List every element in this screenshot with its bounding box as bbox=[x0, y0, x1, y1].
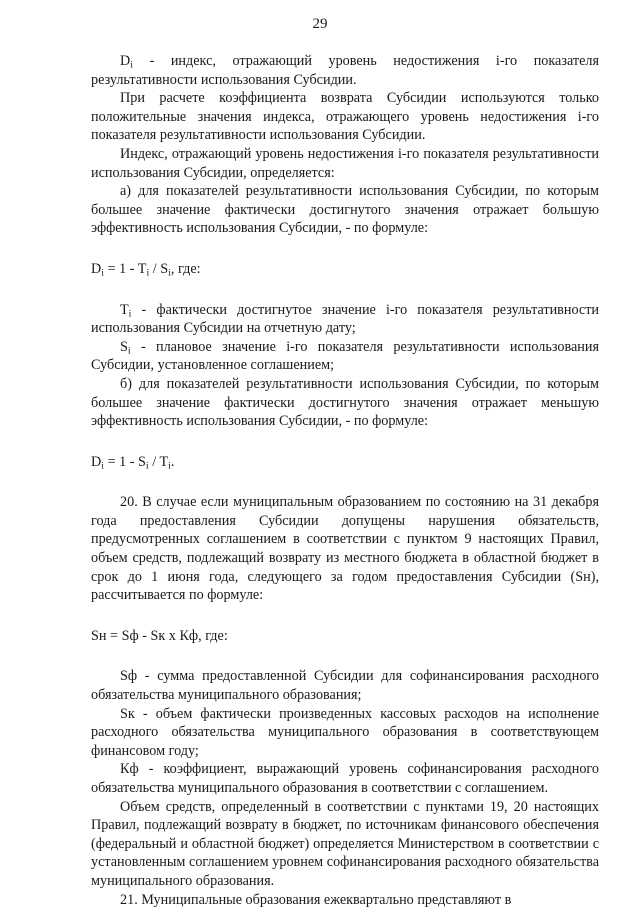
paragraph: Объем средств, определенный в соответствии с пунктами 19, 20 настоящих Правил, подлежащий возврату в бюджет, по источникам финансового обеспечения (федеральный и областной бюджет) определяется Министерством в соответствии с установленным соглашением уровнем софинансирования расходного обязательства муниципального образования. bbox=[91, 798, 599, 889]
paragraph-si-definition: $S_i$ - плановое значение i-го показателя результативности использования Субсидии, установленное соглашением; bbox=[91, 338, 599, 374]
paragraph: Индекс, отражающий уровень недостижения i-го показателя результативности использования Субсидии, определяется: bbox=[91, 145, 599, 181]
formula-di-b: $D_i = 1 - S_i / T_i$. bbox=[91, 453, 175, 472]
paragraph-di-definition: $D_i$ - индекс, отражающий уровень недостижения i-го показателя результативности использования Субсидии. bbox=[91, 53, 599, 88]
paragraph: При расчете коэффициента возврата Субсидии используются только положительные значения индекса, отражающего уровень недостижения i-го показателя результативности использования Субсидии. bbox=[91, 90, 599, 144]
paragraph-sf-definition: Sф - сумма предоставленной Субсидии для софинансирования расходного обязательства муниципального образования; bbox=[91, 668, 599, 704]
page-number: 29 bbox=[312, 16, 328, 32]
paragraph: б) для показателей результативности использования Субсидии, по которым большее значение фактически достигнутого значения отражает меньшую эффективность использования Субсидии, - по формуле: bbox=[91, 375, 599, 430]
paragraph-item-21: 21. Муниципальные образования ежеквартально представляют в bbox=[120, 891, 512, 908]
formula-di-a: $D_i = 1 - T_i / S_i$, где: bbox=[91, 260, 201, 279]
paragraph-item-20: 20. В случае если муниципальным образованием по состоянию на 31 декабря года предоставления Субсидии допущены нарушения обязательств, предусмотренных соглашением в соответствии с пунктом 9 настоящих Правил, объем средств, подлежащий возврату из местного бюджета в областной бюджет в срок до 1 июня года, следующего за годом предоставления Субсидии (Sн), рассчитывается по формуле: bbox=[91, 494, 599, 604]
paragraph-ti-definition: $T_i$ - фактически достигнутое значение i-го показателя результативности использования Субсидии на отчетную дату; bbox=[91, 301, 599, 337]
formula-sn: Sн = Sф - Sк х Кф, где: bbox=[91, 627, 228, 644]
paragraph: а) для показателей результативности использования Субсидии, по которым большее значение фактически достигнутого значения отражает большую эффективность использования Субсидии, - по формуле: bbox=[91, 183, 599, 237]
document-body bbox=[91, 52, 599, 909]
paragraph-kf-definition: Кф - коэффициент, выражающий уровень софинансирования расходного обязательства муниципального образования в соответствии с соглашением. bbox=[91, 761, 599, 796]
paragraph-sk-definition: Sк - объем фактически произведенных кассовых расходов на исполнение расходного обязательства муниципального образования в соответствующем финансовом году; bbox=[91, 705, 599, 759]
